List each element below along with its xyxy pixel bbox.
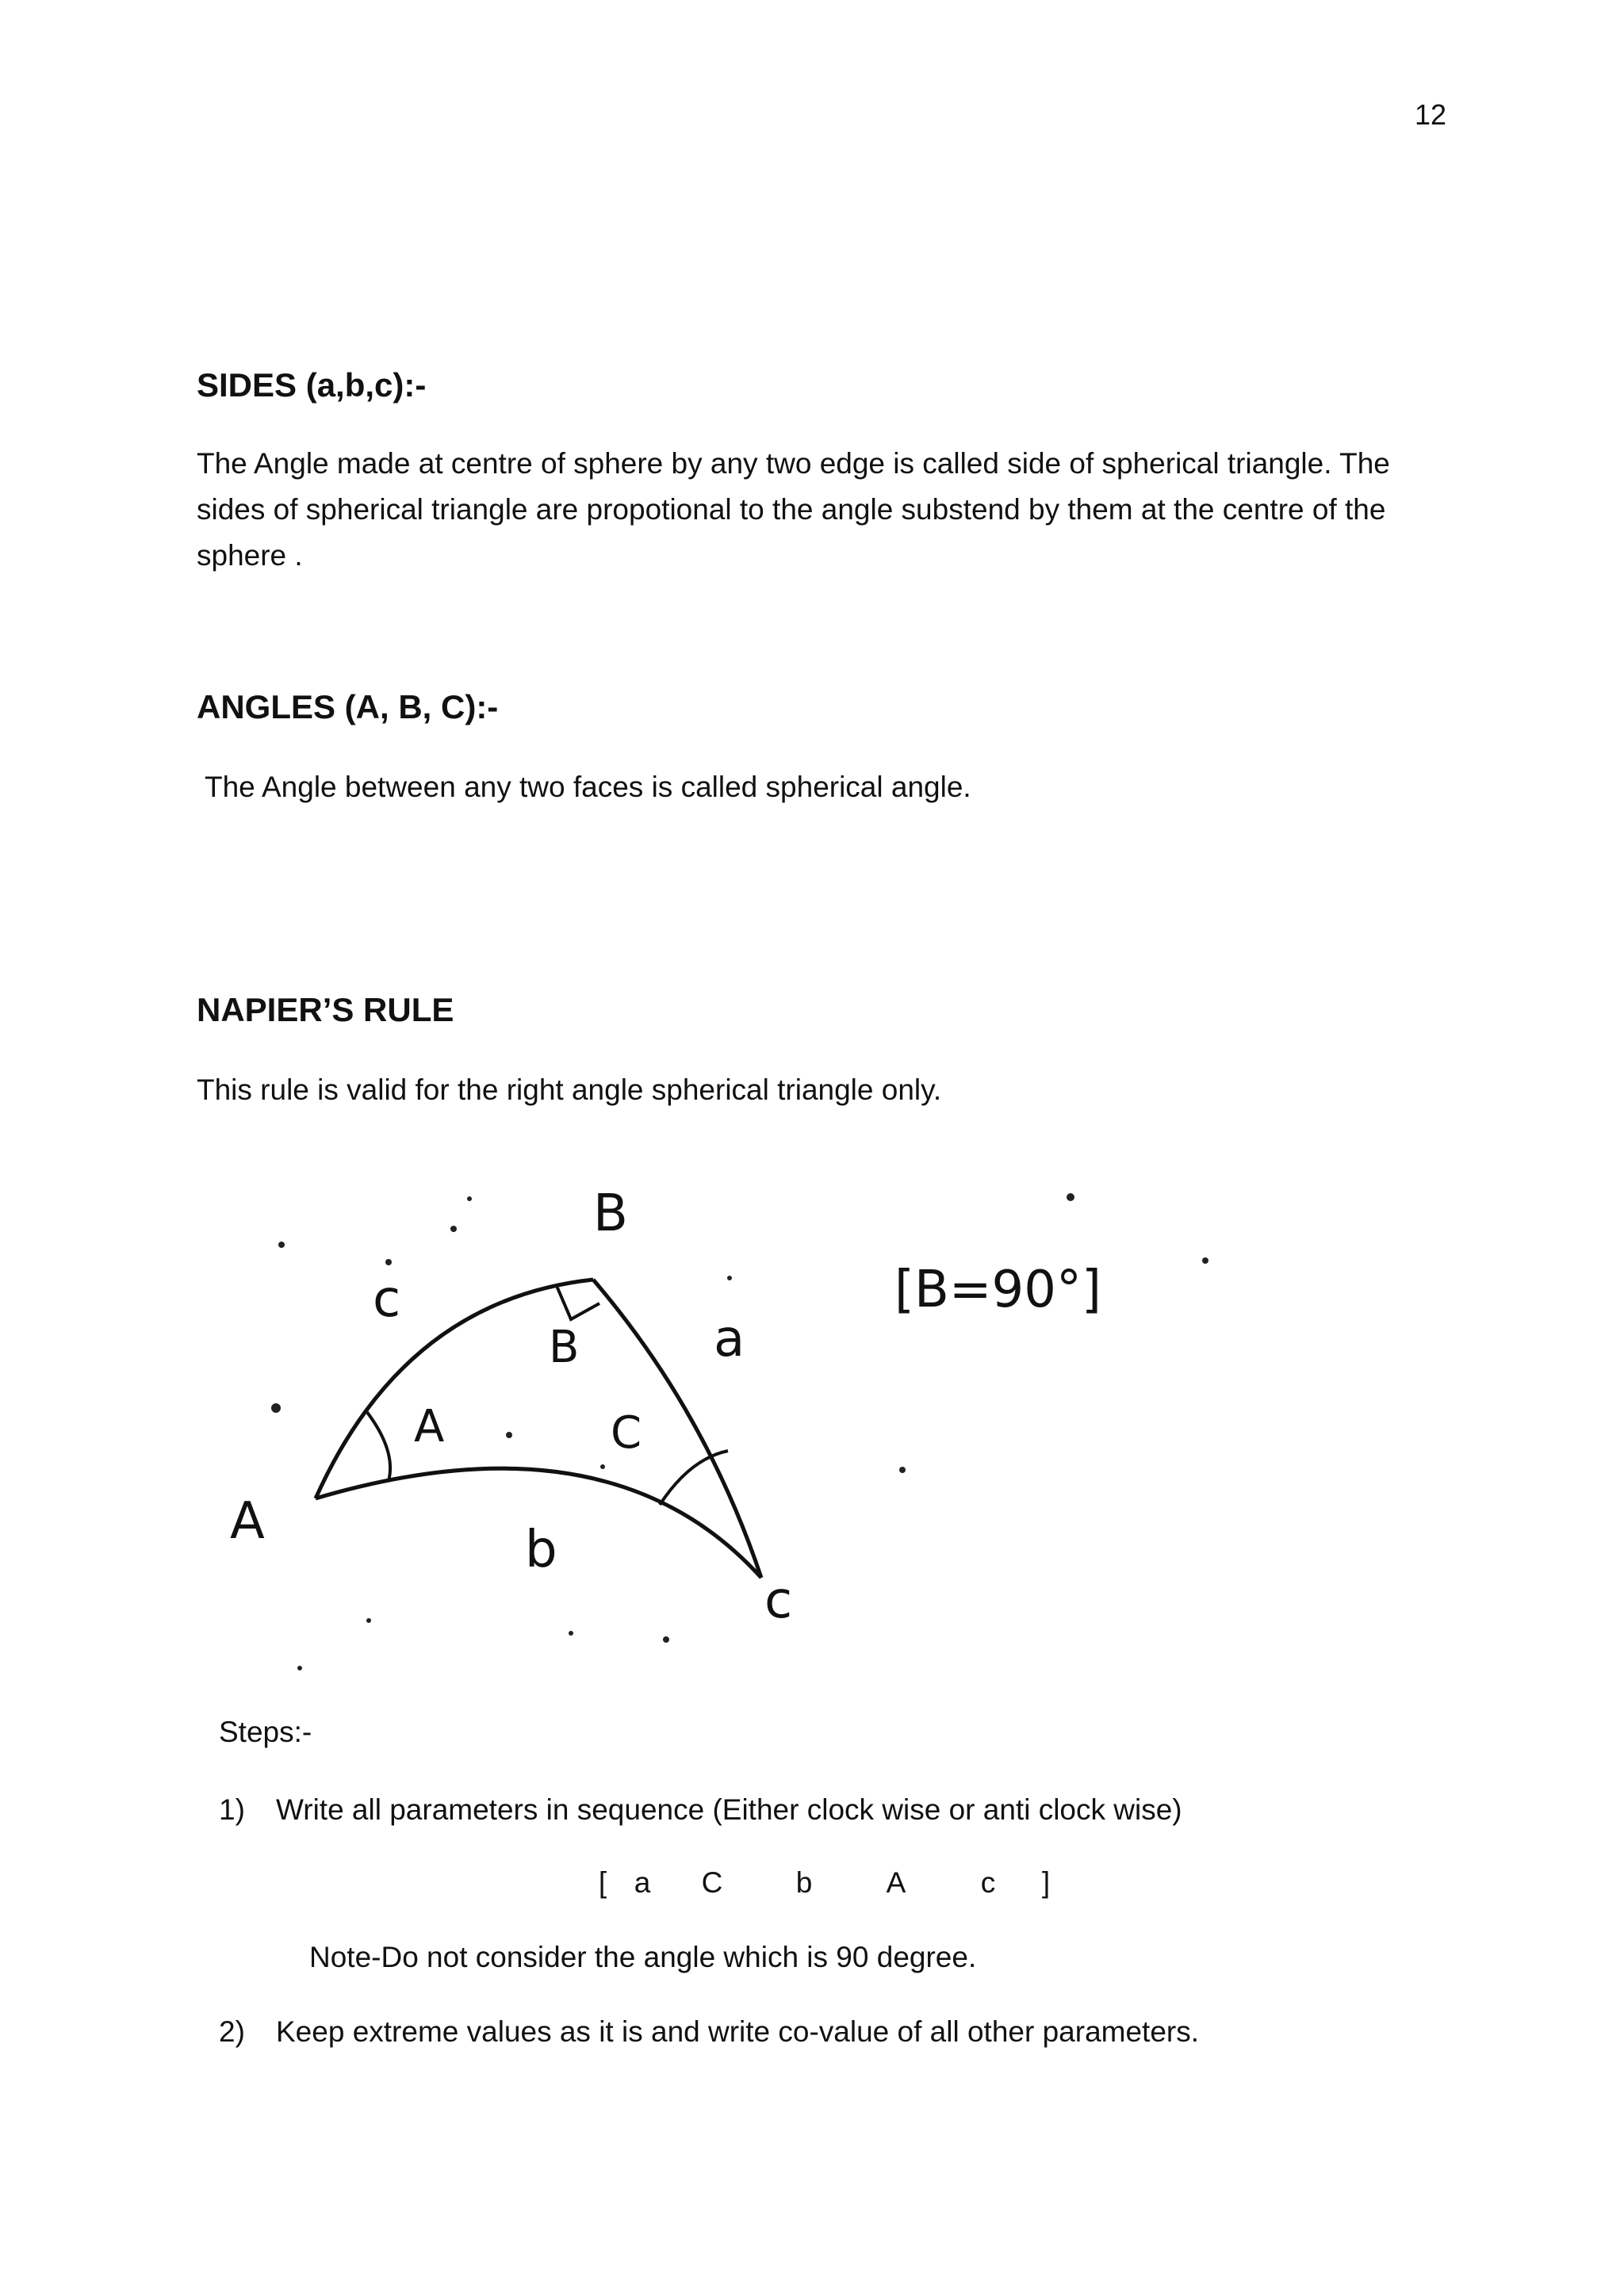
step-1-note: Note-Do not consider the angle which is 90 degree.: [309, 1941, 977, 1973]
angle-label-c: C: [611, 1407, 642, 1459]
angle-label-a: A: [414, 1401, 445, 1452]
sequence-item-c: c: [980, 1866, 996, 1899]
steps-label: Steps:-: [219, 1716, 312, 1748]
angles-heading: ANGLES (A, B, C):-: [197, 688, 499, 725]
parameter-sequence: [587, 1866, 1058, 1900]
right-angle-condition: [B=90°]: [894, 1261, 1101, 1319]
angle-a-arc: [366, 1411, 390, 1481]
angle-c-arc: [660, 1451, 728, 1505]
sequence-item-C: C: [701, 1866, 723, 1899]
vertex-label-b: B: [593, 1184, 628, 1243]
sequence-close-bracket: ]: [1041, 1866, 1051, 1899]
vertex-label-c: c: [764, 1571, 793, 1630]
sequence-item-a: a: [634, 1866, 651, 1899]
step-2-text: Keep extreme values as it is and write co-value of all other parameters.: [276, 2015, 1200, 2048]
sides-heading: SIDES (a,b,c):-: [197, 366, 427, 404]
side-label-c: c: [373, 1270, 401, 1329]
step-2: [219, 2015, 1199, 2049]
spherical-triangle-diagram: [198, 1110, 1229, 1697]
angle-label-b: B: [549, 1322, 580, 1373]
step-2-number: 2): [219, 2015, 245, 2048]
side-c-arc: [316, 1280, 593, 1498]
sequence-item-b: b: [795, 1866, 813, 1899]
sequence-item-A: A: [886, 1866, 906, 1899]
right-angle-mark: [557, 1286, 599, 1319]
sequence-open-bracket: [: [598, 1866, 607, 1899]
spherical-triangle-svg: [198, 1110, 1229, 1697]
page-number: 12: [1415, 98, 1447, 131]
napier-paragraph: This rule is valid for the right angle spherical triangle only.: [197, 1073, 942, 1106]
step-1-text: Write all parameters in sequence (Either clock wise or anti clock wise): [276, 1793, 1182, 1826]
vertex-label-a: A: [230, 1492, 265, 1551]
step-1: [219, 1793, 1182, 1827]
side-label-a: a: [714, 1310, 745, 1368]
side-label-b: b: [525, 1521, 557, 1579]
napier-heading: NAPIER’S RULE: [197, 991, 454, 1028]
step-1-number: 1): [219, 1793, 245, 1826]
sides-paragraph: The Angle made at centre of sphere by any two edge is called side of spherical triangle. The sides of spherical triangle are propotional to the angle substend by them at the centre of the sphere .: [197, 447, 1390, 572]
angles-paragraph: The Angle between any two faces is called spherical angle.: [205, 771, 971, 803]
